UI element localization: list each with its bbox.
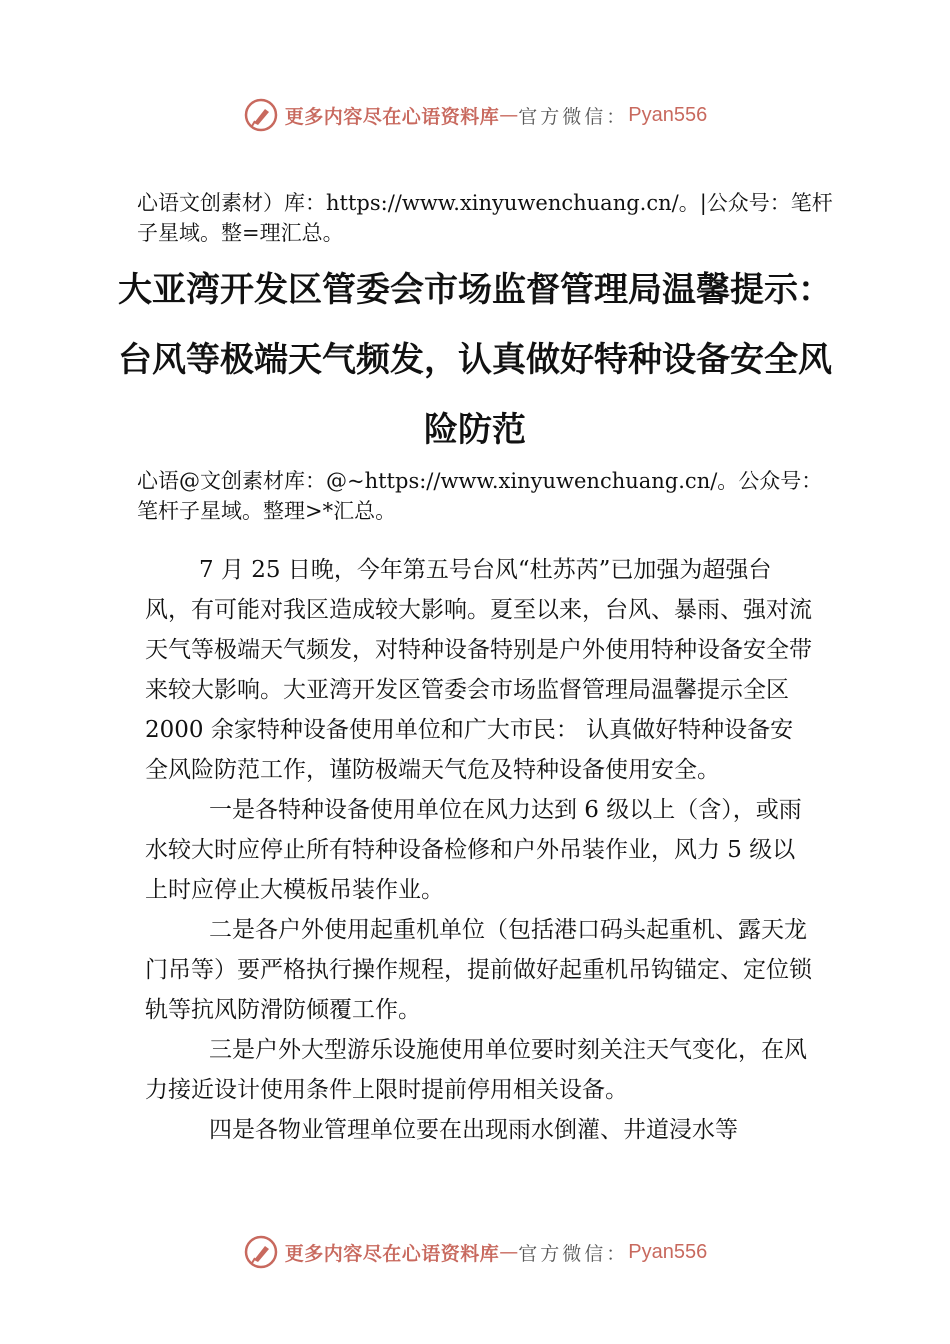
banner-wechat-id: Pyan556: [628, 103, 708, 126]
banner-dash: —: [499, 104, 519, 126]
document-title: 大亚湾开发区管委会市场监督管理局温馨提示：台风等极端天气频发，认真做好特种设备安全风险防范: [118, 270, 832, 450]
document-body: [145, 550, 813, 1150]
banner-wechat-label: 官方微信：: [518, 105, 629, 128]
paragraph-intro: 7 月 25 日晚，今年第五号台风“杜苏芮”已加强为超强台风，有可能对我区造成较大影响。夏至以来，台风、暴雨、强对流天气等极端天气频发，对特种设备特别是户外使用特种设备安全带来较大影响。大亚湾开发区管委会市场监督管理局温馨提示全区 2000 余家特种设备使用单位和广大市民： 认真做好特种设备安全风险防范工作，谨防极端天气危及特种设备使用安全。: [145, 557, 812, 783]
watermark-line-1: 心语文创素材）库：https://www.xinyuwenchuang.cn/。|公众号：笔杆子星域。整=理汇总。: [137, 191, 833, 245]
banner-dash: —: [499, 1241, 519, 1263]
paragraph-item-3: 三是户外大型游乐设施使用单位要时刻关注天气变化，在风力接近设计使用条件上限时提前停用相关设备。: [145, 1037, 807, 1103]
paragraph-item-1: 一是各特种设备使用单位在风力达到 6 级以上（含），或雨水较大时应停止所有特种设备检修和户外吊装作业，风力 5 级以上时应停止大模板吊装作业。: [145, 797, 802, 903]
banner-wechat-id: Pyan556: [628, 1240, 708, 1263]
banner-brand-text: 更多内容尽在心语资料库: [284, 105, 500, 128]
banner-wechat-label: 官方微信：: [518, 1242, 629, 1265]
footer-banner: [0, 1232, 950, 1272]
paragraph-item-2: 二是各户外使用起重机单位（包括港口码头起重机、露天龙门吊等）要严格执行操作规程，提前做好起重机吊钩锚定、定位锁轨等抗风防滑防倾覆工作。: [145, 917, 812, 1023]
paragraph-item-4: 四是各物业管理单位要在出现雨水倒灌、井道浸水等: [209, 1117, 738, 1143]
watermark-line-2: 心语@文创素材库：@~https://www.xinyuwenchuang.cn/。公众号：笔杆子星域。整理>*汇总。: [137, 469, 823, 523]
pen-nib-logo-icon: [243, 1234, 279, 1270]
banner-brand-text: 更多内容尽在心语资料库: [284, 1242, 500, 1265]
pen-nib-logo-icon: [243, 97, 279, 133]
header-banner: [0, 95, 950, 135]
